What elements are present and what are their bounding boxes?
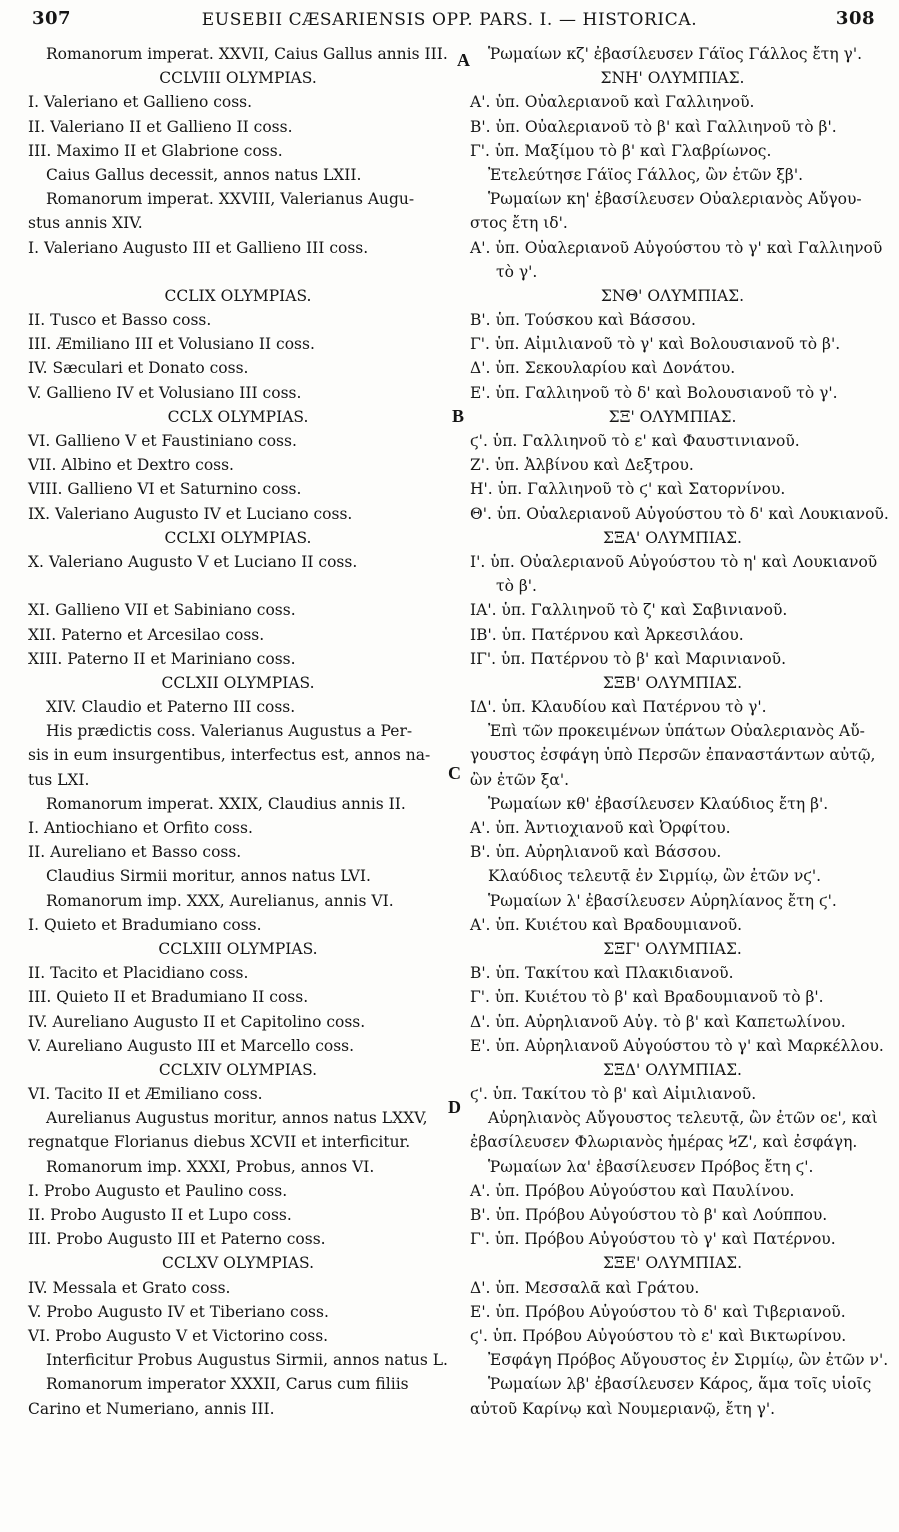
latin-line: Carino et Numeriano, annis III.: [28, 1399, 275, 1418]
greek-line: ϛ'. ὑπ. Γαλλιηνοῦ τὸ ε' καὶ Φαυστινιανοῦ.: [470, 432, 800, 450]
latin-line: Romanorum imperat. XXVIII, Valerianus Augu-: [46, 190, 415, 209]
latin-line: Caius Gallus decessit, annos natus LXII.: [46, 165, 362, 184]
greek-line: τὸ γ'.: [496, 262, 538, 281]
greek-line: Β'. ὑπ. Τακίτου καὶ Πλακιδιανοῦ.: [470, 964, 734, 983]
margin-marker-a: A: [457, 50, 470, 70]
latin-olympiad-heading: CCLXII OLYMPIAS.: [161, 673, 315, 692]
latin-line: regnatque Florianus diebus XCVII et interficitur.: [28, 1133, 411, 1152]
latin-line: XIII. Paterno II et Mariniano coss.: [28, 649, 296, 668]
greek-olympiad-heading: ΣΝΘ' ΟΛΥΜΠΙΑΣ.: [600, 286, 745, 305]
latin-line: tus LXI.: [28, 770, 90, 789]
greek-olympiad-heading: ΣΞΕ' ΟΛΥΜΠΙΑΣ.: [602, 1254, 743, 1273]
greek-line: ϛ'. ὑπ. Πρόβου Αὐγούστου τὸ ε' καὶ Βικτωρίνου.: [470, 1326, 847, 1345]
latin-blank-line: [28, 260, 448, 284]
latin-line: XII. Paterno et Arcesilao coss.: [28, 625, 265, 644]
greek-olympiad-heading: ΣΞΑ' ΟΛΥΜΠΙΑΣ.: [603, 528, 742, 547]
greek-line: Β'. ὑπ. Οὐαλεριανοῦ τὸ β' καὶ Γαλλιηνοῦ τὸ β'.: [470, 117, 837, 136]
greek-line: Ῥωμαίων λα' ἐβασίλευσεν Πρόβος ἔτη ϛ'.: [488, 1157, 814, 1176]
latin-olympiad-heading: CCLXV OLYMPIAS.: [161, 1254, 315, 1273]
greek-line: ΙΑ'. ὑπ. Γαλλιηνοῦ τὸ ζ' καὶ Σαβινιανοῦ.: [470, 601, 788, 620]
latin-line: II. Tacito et Placidiano coss.: [28, 964, 249, 983]
greek-column: [470, 42, 889, 1421]
latin-line: IV. Aureliano Augusto II et Capitolino coss.: [28, 1012, 366, 1031]
greek-line: αὐτοῦ Καρίνῳ καὶ Νουμεριανῷ, ἔτη γ'.: [470, 1399, 776, 1418]
latin-line: Romanorum imperat. XXIX, Claudius annis II.: [46, 794, 406, 813]
latin-line: stus annis XIV.: [28, 214, 143, 233]
greek-line: Ῥωμαίων λ' ἐβασίλευσεν Αὐρηλίανος ἔτη ϛ'.: [488, 891, 837, 910]
greek-line: ΙΓ'. ὑπ. Πατέρνου τὸ β' καὶ Μαρινιανοῦ.: [470, 649, 787, 668]
latin-line: V. Probo Augusto IV et Tiberiano coss.: [28, 1302, 329, 1321]
latin-line: VIII. Gallieno VI et Saturnino coss.: [28, 480, 302, 499]
greek-line: Ῥωμαίων κη' ἐβασίλευσεν Οὐαλεριανὸς Αὔγου-: [488, 190, 862, 209]
left-page-number: 307: [32, 8, 72, 29]
latin-line: VII. Albino et Dextro coss.: [28, 456, 234, 475]
right-page-number: 308: [835, 8, 875, 29]
greek-line: Β'. ὑπ. Τούσκου καὶ Βάσσου.: [470, 311, 696, 330]
greek-line: Δ'. ὑπ. Μεσσαλᾶ καὶ Γράτου.: [470, 1278, 700, 1297]
latin-olympiad-heading: CCLIX OLYMPIAS.: [164, 286, 312, 305]
latin-line: VI. Probo Augusto V et Victorino coss.: [28, 1326, 329, 1345]
greek-line: ἐβασίλευσεν Φλωριανὸς ἡμέρας ϞΖ', καὶ ἐσφάγη.: [470, 1133, 858, 1152]
latin-line: I. Probo Augusto et Paulino coss.: [28, 1181, 288, 1200]
latin-line: VI. Gallieno V et Faustiniano coss.: [28, 432, 297, 450]
latin-line: V. Aureliano Augusto III et Marcello coss.: [28, 1036, 355, 1055]
greek-line: Ῥωμαίων κζ' ἐβασίλευσεν Γάϊος Γάλλος ἔτη γ'.: [488, 45, 863, 63]
greek-line: ΙΔ'. ὑπ. Κλαυδίου καὶ Πατέρνου τὸ γ'.: [470, 698, 767, 717]
greek-line: Γ'. ὑπ. Κυιέτου τὸ β' καὶ Βραδουμιανοῦ τὸ β'.: [470, 988, 824, 1007]
latin-line: I. Valeriano et Gallieno coss.: [28, 93, 253, 112]
greek-line: Ε'. ὑπ. Αὐρηλιανοῦ Αὐγούστου τὸ γ' καὶ Μαρκέλλου.: [470, 1036, 884, 1055]
greek-line: Ε'. ὑπ. Γαλλιηνοῦ τὸ δ' καὶ Βολουσιανοῦ τὸ γ'.: [470, 383, 838, 402]
latin-line: III. Probo Augusto III et Paterno coss.: [28, 1230, 326, 1249]
greek-olympiad-heading: ΣΞ' ΟΛΥΜΠΙΑΣ.: [608, 407, 737, 426]
latin-line: Claudius Sirmii moritur, annos natus LVI.: [46, 867, 371, 886]
greek-line: ὢν ἐτῶν ξα'.: [470, 770, 570, 789]
latin-line: His prædictis coss. Valerianus Augustus a Per-: [46, 722, 413, 741]
latin-line: Romanorum imperator XXXII, Carus cum filiis: [46, 1375, 409, 1394]
latin-line: Romanorum imp. XXXI, Probus, annos VI.: [46, 1157, 375, 1176]
latin-line: V. Gallieno IV et Volusiano III coss.: [28, 383, 302, 402]
greek-line: Ῥωμαίων κθ' ἐβασίλευσεν Κλαύδιος ἔτη β'.: [488, 794, 829, 813]
greek-line: Η'. ὑπ. Γαλλιηνοῦ τὸ ϛ' καὶ Σατορνίνου.: [470, 480, 786, 499]
greek-line: γουστος ἐσφάγη ὑπὸ Περσῶν ἐπαναστάντων αὐτῷ,: [470, 746, 876, 765]
latin-line: X. Valeriano Augusto V et Luciano II coss.: [28, 552, 358, 571]
margin-marker-d: D: [448, 1097, 461, 1117]
greek-line: Ἐπὶ τῶν προκειμένων ὑπάτων Οὐαλεριανὸς Αὔ-: [488, 722, 865, 741]
latin-line: I. Antiochiano et Orfito coss.: [28, 819, 253, 837]
greek-line: Α'. ὑπ. Ἀντιοχιανοῦ καὶ Ὀρφίτου.: [470, 819, 731, 837]
latin-blank-line: [28, 574, 448, 598]
greek-line: Θ'. ὑπ. Οὐαλεριανοῦ Αὐγούστου τὸ δ' καὶ Λουκιανοῦ.: [470, 504, 889, 523]
latin-line: Aurelianus Augustus moritur, annos natus LXXV,: [46, 1109, 428, 1128]
greek-olympiad-heading: ΣΞΓ' ΟΛΥΜΠΙΑΣ.: [603, 939, 742, 958]
greek-line: ϛ'. ὑπ. Τακίτου τὸ β' καὶ Αἰμιλιανοῦ.: [470, 1085, 757, 1104]
latin-line: IV. Sæculari et Donato coss.: [28, 359, 249, 378]
latin-line: XI. Gallieno VII et Sabiniano coss.: [28, 601, 296, 620]
greek-line: Δ'. ὑπ. Σεκουλαρίου καὶ Δονάτου.: [470, 359, 736, 378]
latin-line: III. Æmiliano III et Volusiano II coss.: [28, 335, 315, 354]
greek-line: Α'. ὑπ. Οὐαλεριανοῦ Αὐγούστου τὸ γ' καὶ Γαλλιηνοῦ: [470, 238, 883, 257]
latin-olympiad-heading: CCLX OLYMPIAS.: [167, 407, 309, 426]
greek-line: Δ'. ὑπ. Αὐρηλιανοῦ Αὐγ. τὸ β' καὶ Καπετωλίνου.: [470, 1012, 846, 1031]
latin-line: I. Valeriano Augusto III et Gallieno III coss.: [28, 238, 369, 257]
greek-line: Ῥωμαίων λβ' ἐβασίλευσεν Κάρος, ἅμα τοῖς υἱοῖς: [488, 1375, 872, 1394]
greek-line: Β'. ὑπ. Πρόβου Αὐγούστου τὸ β' καὶ Λούππου.: [470, 1206, 828, 1224]
latin-olympiad-heading: CCLVIII OLYMPIAS.: [159, 69, 317, 88]
greek-line: τὸ β'.: [496, 577, 537, 596]
latin-line: I. Quieto et Bradumiano coss.: [28, 915, 262, 934]
greek-line: Ζ'. ὑπ. Ἀλβίνου καὶ Δεξτρου.: [470, 456, 694, 475]
greek-line: Β'. ὑπ. Αὐρηλιανοῦ καὶ Βάσσου.: [470, 843, 722, 862]
latin-line: sis in eum insurgentibus, interfectus est, annos na-: [28, 746, 431, 765]
greek-line: Κλαύδιος τελευτᾷ ἐν Σιρμίῳ, ὢν ἐτῶν νϛ'.: [488, 867, 822, 886]
latin-line: II. Tusco et Basso coss.: [28, 311, 212, 330]
greek-line: Α'. ὑπ. Πρόβου Αὐγούστου καὶ Παυλίνου.: [470, 1181, 795, 1200]
latin-line: IV. Messala et Grato coss.: [28, 1278, 231, 1297]
latin-line: Romanorum imperat. XXVII, Caius Gallus annis III.: [46, 45, 448, 63]
greek-line: Γ'. ὑπ. Μαξίμου τὸ β' καὶ Γλαβρίωνος.: [470, 141, 772, 160]
margin-marker-b: B: [452, 406, 465, 426]
latin-line: XIV. Claudio et Paterno III coss.: [46, 698, 296, 717]
greek-line: Α'. ὑπ. Οὐαλεριανοῦ καὶ Γαλλιηνοῦ.: [470, 93, 755, 112]
page-header: [0, 8, 899, 38]
running-title: EUSEBII CÆSARIENSIS OPP. PARS. I. — HISTORICA.: [201, 10, 698, 30]
latin-line: Interficitur Probus Augustus Sirmii, annos natus L.: [46, 1351, 448, 1370]
latin-olympiad-heading: CCLXIII OLYMPIAS.: [158, 939, 318, 958]
greek-line: Ἐτελεύτησε Γάϊος Γάλλος, ὢν ἐτῶν ξβ'.: [488, 165, 804, 184]
greek-line: Γ'. ὑπ. Αἰμιλιανοῦ τὸ γ' καὶ Βολουσιανοῦ τὸ β'.: [470, 335, 841, 354]
latin-line: III. Quieto II et Bradumiano II coss.: [28, 988, 309, 1007]
greek-line: Γ'. ὑπ. Πρόβου Αὐγούστου τὸ γ' καὶ Πατέρνου.: [470, 1230, 836, 1249]
latin-olympiad-heading: CCLXIV OLYMPIAS.: [158, 1060, 318, 1079]
greek-line: Ι'. ὑπ. Οὐαλεριανοῦ Αὐγούστου τὸ η' καὶ Λουκιανοῦ: [470, 552, 878, 571]
greek-olympiad-heading: ΣΞΔ' ΟΛΥΜΠΙΑΣ.: [603, 1060, 742, 1079]
latin-line: II. Valeriano II et Gallieno II coss.: [28, 117, 293, 136]
latin-olympiad-heading: CCLXI OLYMPIAS.: [164, 528, 312, 547]
latin-line: II. Aureliano et Basso coss.: [28, 843, 242, 862]
greek-line: Αὐρηλιανὸς Αὔγουστος τελευτᾷ, ὢν ἐτῶν οε', καὶ: [488, 1109, 878, 1128]
greek-line: ΙΒ'. ὑπ. Πατέρνου καὶ Ἀρκεσιλάου.: [470, 625, 744, 644]
latin-line: IX. Valeriano Augusto IV et Luciano coss.: [28, 504, 353, 523]
greek-line: στος ἔτη ιδ'.: [470, 214, 568, 233]
latin-line: VI. Tacito II et Æmiliano coss.: [28, 1085, 263, 1104]
latin-column: [28, 42, 448, 1421]
greek-olympiad-heading: ΣΞΒ' ΟΛΥΜΠΙΑΣ.: [602, 673, 743, 692]
latin-line: II. Probo Augusto II et Lupo coss.: [28, 1206, 292, 1224]
greek-line: Ἐσφάγη Πρόβος Αὔγουστος ἐν Σιρμίῳ, ὢν ἐτῶν ν'.: [488, 1351, 889, 1370]
latin-line: Romanorum imp. XXX, Aurelianus, annis VI.: [46, 891, 394, 910]
greek-line: Ε'. ὑπ. Πρόβου Αὐγούστου τὸ δ' καὶ Τιβεριανοῦ.: [470, 1302, 846, 1321]
latin-line: III. Maximo II et Glabrione coss.: [28, 141, 283, 160]
greek-line: Α'. ὑπ. Κυιέτου καὶ Βραδουμιανοῦ.: [470, 915, 743, 934]
greek-olympiad-heading: ΣΝΗ' ΟΛΥΜΠΙΑΣ.: [600, 69, 745, 88]
margin-marker-c: C: [448, 763, 461, 783]
